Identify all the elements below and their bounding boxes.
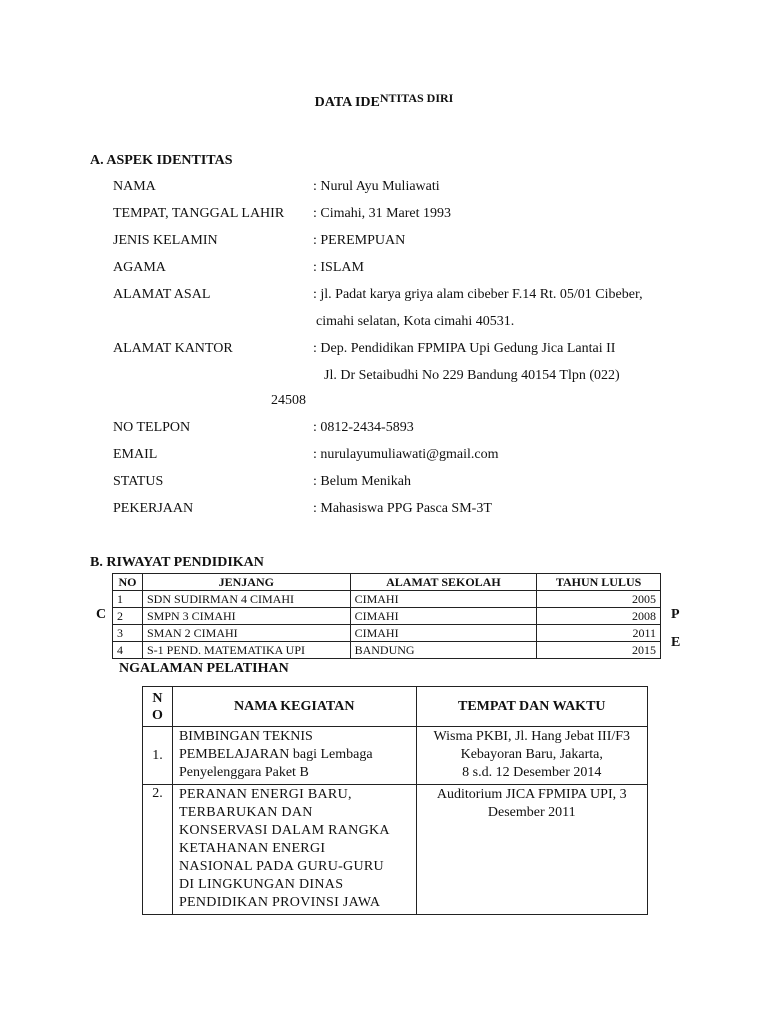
- section-c-heading: NGALAMAN PELATIHAN: [119, 661, 289, 676]
- table-row: [113, 591, 661, 608]
- cell-nama-kegiatan: PERANAN ENERGI BARU, TERBARUKAN DAN KONSERVASI DALAM RANGKA KETAHANAN ENERGI NASIONAL PADA GURU-GURU DI LINGKUNGAN DINAS PENDIDIKAN PROVINSI JAWA: [172, 785, 416, 915]
- value-alamat-kantor-line3: 24508: [271, 393, 306, 408]
- education-table: [112, 573, 661, 659]
- value-no-telpon: : 0812-2434-5893: [313, 420, 414, 435]
- title-part-1: DATA IDE: [314, 95, 380, 110]
- cell-no: 1.: [143, 727, 173, 785]
- section-c-letter-c: C: [96, 607, 107, 622]
- cell-tempat-waktu: Wisma PKBI, Jl. Hang Jebat III/F3 Kebayoran Baru, Jakarta, 8 s.d. 12 Desember 2014: [416, 727, 647, 785]
- table-row: [113, 608, 661, 625]
- cell-tahun: 2011: [537, 625, 661, 642]
- label-nama: NAMA: [113, 179, 156, 194]
- header-jenjang: JENJANG: [142, 574, 350, 591]
- section-c-letter-p: P: [671, 607, 680, 622]
- cell-nama-kegiatan: BIMBINGAN TEKNIS PEMBELAJARAN bagi Lembaga Penyelenggara Paket B: [172, 727, 416, 785]
- label-no-telpon: NO TELPON: [113, 420, 191, 435]
- value-alamat-asal-line2: cimahi selatan, Kota cimahi 40531.: [316, 314, 515, 329]
- value-alamat-kantor-line2: Jl. Dr Setaibudhi No 229 Bandung 40154 Tlpn (022): [324, 368, 620, 383]
- value-alamat-kantor: : Dep. Pendidikan FPMIPA Upi Gedung Jica Lantai II: [313, 341, 616, 356]
- header-tahun-lulus: TAHUN LULUS: [537, 574, 661, 591]
- cell-tahun: 2008: [537, 608, 661, 625]
- cell-jenjang: SDN SUDIRMAN 4 CIMAHI: [142, 591, 350, 608]
- cell-no: 1: [113, 591, 143, 608]
- section-c-letter-e: E: [671, 635, 681, 650]
- table-row: [113, 642, 661, 659]
- cell-alamat: CIMAHI: [350, 591, 537, 608]
- header-no: N O: [143, 687, 173, 727]
- cell-no: 2: [113, 608, 143, 625]
- section-b-heading: B. RIWAYAT PENDIDIKAN: [90, 555, 264, 570]
- label-alamat-asal: ALAMAT ASAL: [113, 287, 211, 302]
- header-alamat-sekolah: ALAMAT SEKOLAH: [350, 574, 537, 591]
- cell-tempat-waktu: Auditorium JICA FPMIPA UPI, 3 Desember 2011: [416, 785, 647, 915]
- table-row: [143, 727, 648, 785]
- cell-jenjang: SMAN 2 CIMAHI: [142, 625, 350, 642]
- value-pekerjaan: : Mahasiswa PPG Pasca SM-3T: [313, 501, 492, 516]
- cell-alamat: BANDUNG: [350, 642, 537, 659]
- table-row: [113, 625, 661, 642]
- cell-no: 3: [113, 625, 143, 642]
- value-ttl: : Cimahi, 31 Maret 1993: [313, 206, 452, 221]
- label-status: STATUS: [113, 474, 164, 489]
- cell-tahun: 2005: [537, 591, 661, 608]
- cell-alamat: CIMAHI: [350, 608, 537, 625]
- label-agama: AGAMA: [113, 260, 166, 275]
- value-email: : nurulayumuliawati@gmail.com: [313, 447, 499, 462]
- value-alamat-asal: : jl. Padat karya griya alam cibeber F.14 Rt. 05/01 Cibeber,: [313, 287, 643, 302]
- header-nama-kegiatan: NAMA KEGIATAN: [172, 687, 416, 727]
- value-jenis-kelamin: : PEREMPUAN: [313, 233, 406, 248]
- document-title: [0, 91, 768, 111]
- cell-no: 2.: [143, 785, 173, 915]
- label-alamat-kantor: ALAMAT KANTOR: [113, 341, 233, 356]
- label-email: EMAIL: [113, 447, 158, 462]
- section-a-heading: A. ASPEK IDENTITAS: [90, 153, 233, 168]
- value-agama: : ISLAM: [313, 260, 364, 275]
- training-header-row: [143, 687, 648, 727]
- label-pekerjaan: PEKERJAAN: [113, 501, 194, 516]
- table-row: [143, 785, 648, 915]
- label-jenis-kelamin: JENIS KELAMIN: [113, 233, 218, 248]
- cell-tahun: 2015: [537, 642, 661, 659]
- title-part-2: NTITAS DIRI: [379, 91, 454, 105]
- cell-no: 4: [113, 642, 143, 659]
- education-header-row: [113, 574, 661, 591]
- training-table: [142, 686, 648, 915]
- cell-jenjang: S-1 PEND. MATEMATIKA UPI: [142, 642, 350, 659]
- value-nama: : Nurul Ayu Muliawati: [313, 179, 440, 194]
- header-tempat-waktu: TEMPAT DAN WAKTU: [416, 687, 647, 727]
- value-status: : Belum Menikah: [313, 474, 411, 489]
- label-ttl: TEMPAT, TANGGAL LAHIR: [113, 206, 285, 221]
- cell-alamat: CIMAHI: [350, 625, 537, 642]
- cell-jenjang: SMPN 3 CIMAHI: [142, 608, 350, 625]
- header-no: NO: [113, 574, 143, 591]
